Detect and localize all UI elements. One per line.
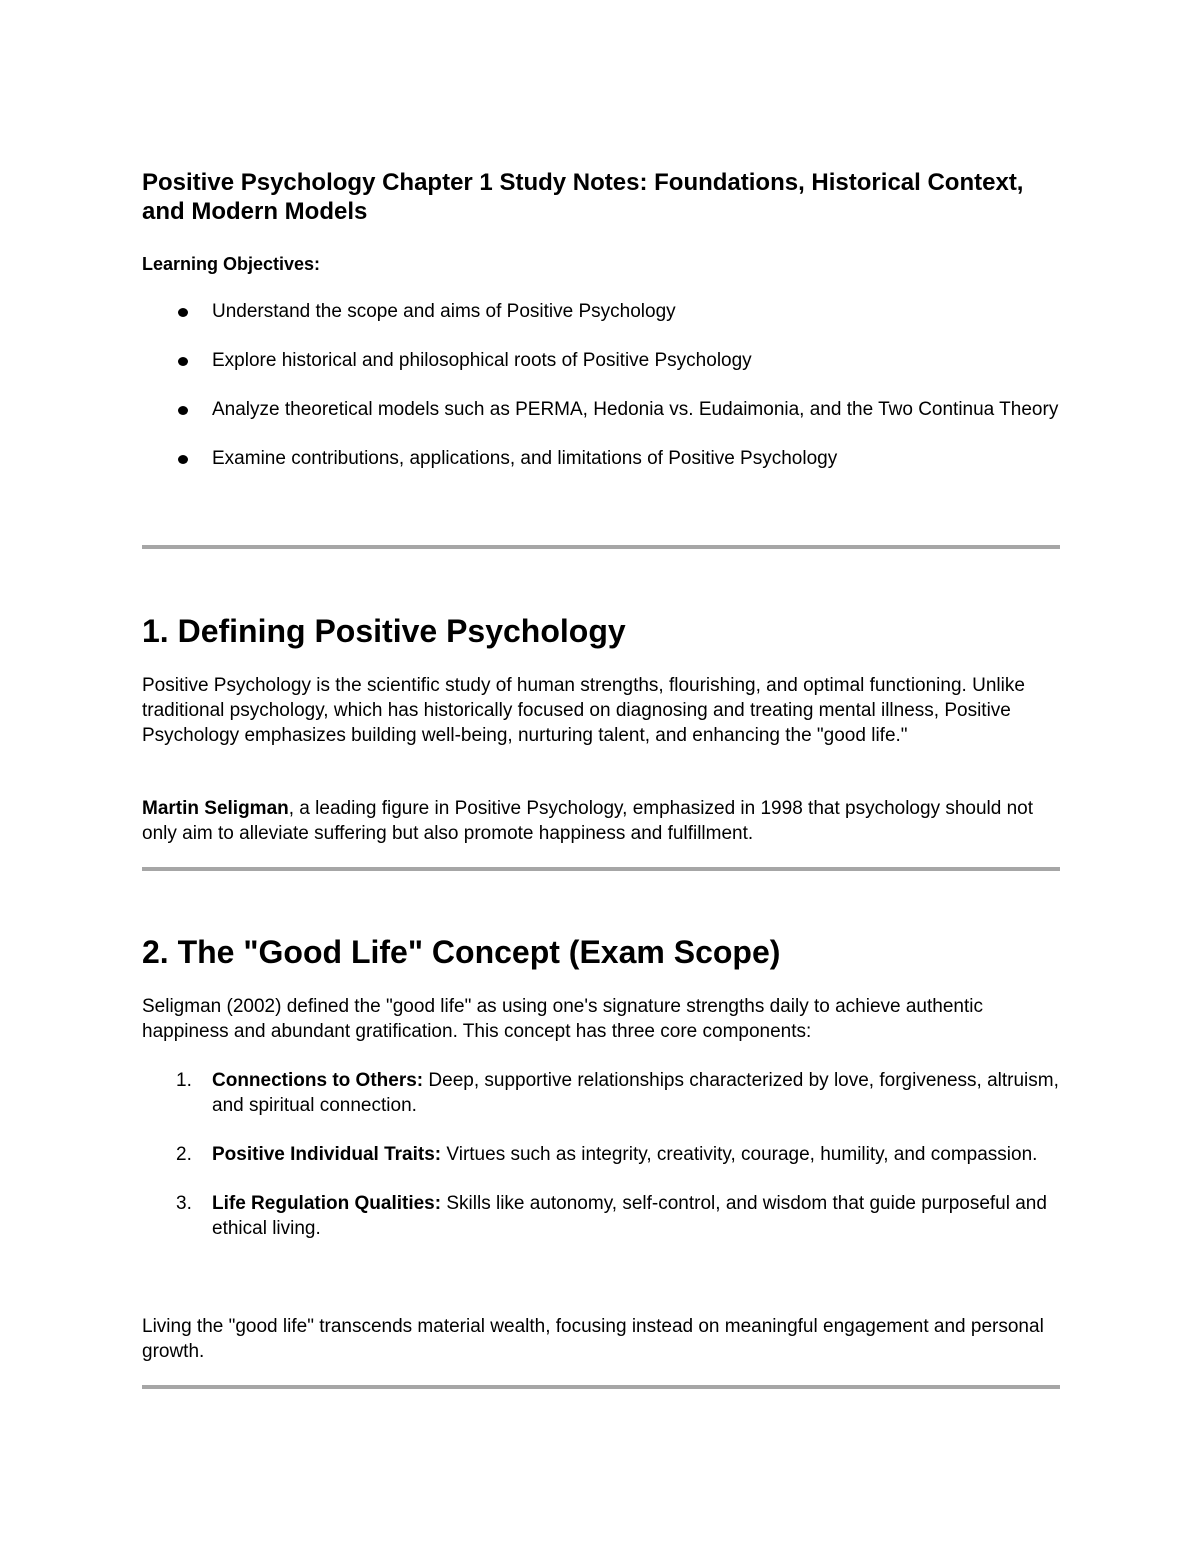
component-term: Connections to Others:	[212, 1070, 424, 1091]
list-number: 1.	[176, 1070, 192, 1091]
horizontal-divider	[142, 1385, 1060, 1389]
horizontal-divider	[142, 867, 1060, 871]
component-term: Life Regulation Qualities:	[212, 1193, 442, 1214]
component-term: Positive Individual Traits:	[212, 1144, 442, 1165]
bullet-icon	[178, 455, 188, 464]
document-title: Positive Psychology Chapter 1 Study Notes: Foundations, Historical Context, and Modern Models	[142, 169, 1024, 225]
list-item	[142, 398, 1060, 422]
list-number: 3.	[176, 1193, 192, 1214]
list-item	[142, 1142, 1060, 1167]
section-1-heading: 1. Defining Positive Psychology	[142, 613, 626, 649]
bullet-icon	[178, 406, 188, 415]
component-description: Virtues such as integrity, creativity, courage, humility, and compassion.	[441, 1144, 1038, 1165]
horizontal-divider	[142, 545, 1060, 549]
component-description: Skills like autonomy, self-control, and wisdom that guide purposeful and ethical living.	[212, 1193, 1047, 1239]
seligman-text: , a leading figure in Positive Psychology, emphasized in 1998 that psychology should not only aim to alleviate suffering but also promote happiness and fulfillment.	[142, 798, 1034, 844]
objective-text: Analyze theoretical models such as PERMA, Hedonia vs. Eudaimonia, and the Two Continua Theory	[212, 399, 1059, 420]
objective-text: Explore historical and philosophical roots of Positive Psychology	[212, 350, 752, 371]
learning-objectives-heading: Learning Objectives:	[142, 254, 321, 274]
section-2-closing: Living the "good life" transcends material wealth, focusing instead on meaningful engagement and personal growth.	[142, 1316, 1044, 1362]
section-1-seligman-paragraph	[142, 796, 1060, 846]
list-item	[142, 1068, 1060, 1118]
section-2-intro: Seligman (2002) defined the "good life" as using one's signature strengths daily to achieve authentic happiness and abundant gratification. This concept has three core components:	[142, 996, 983, 1042]
list-number: 2.	[176, 1144, 192, 1165]
objective-text: Understand the scope and aims of Positive Psychology	[212, 301, 676, 322]
learning-objectives-list	[142, 300, 1060, 496]
seligman-name: Martin Seligman	[142, 798, 289, 819]
bullet-icon	[178, 308, 188, 317]
component-description: Deep, supportive relationships characterized by love, forgiveness, altruism, and spiritual connection.	[212, 1070, 1059, 1116]
list-item	[142, 300, 1060, 324]
section-1-paragraph: Positive Psychology is the scientific study of human strengths, flourishing, and optimal functioning. Unlike traditional psychology, which has historically focused on diagnosing and treating mental illness, Positive Psychology emphasizes building well-being, nurturing talent, and enhancing the "good life."	[142, 675, 1025, 746]
good-life-components-list	[142, 1068, 1060, 1265]
bullet-icon	[178, 357, 188, 366]
objective-text: Examine contributions, applications, and limitations of Positive Psychology	[212, 448, 838, 469]
section-2-heading: 2. The "Good Life" Concept (Exam Scope)	[142, 934, 781, 970]
list-item	[142, 447, 1060, 471]
list-item	[142, 349, 1060, 373]
list-item	[142, 1191, 1060, 1241]
